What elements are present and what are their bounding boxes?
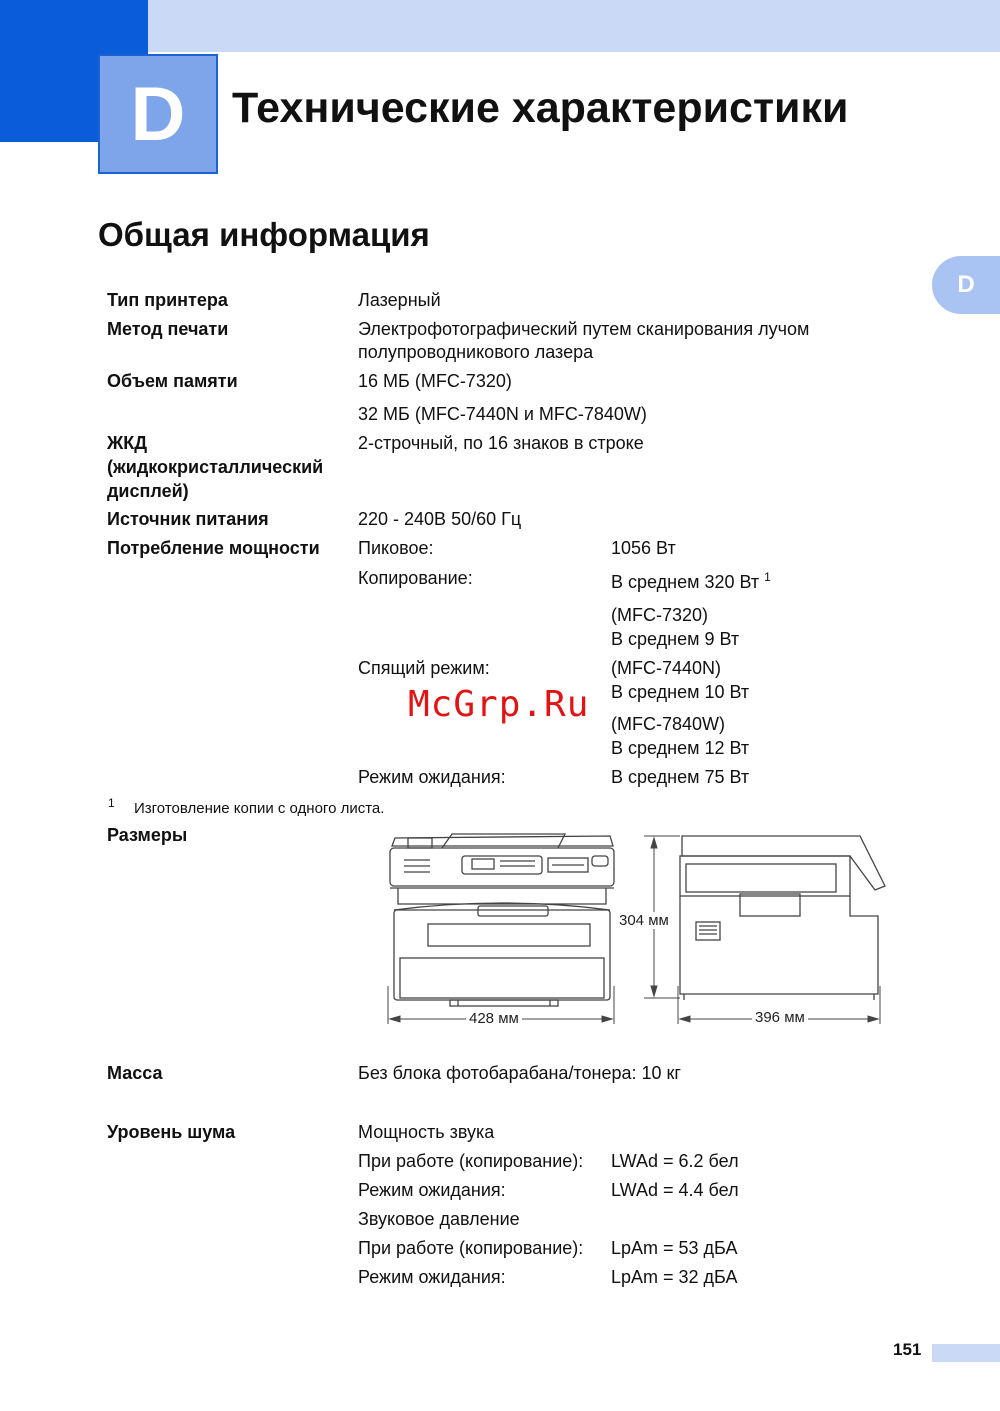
chapter-letter-box: [98, 54, 218, 174]
footer-bar: [932, 1344, 1000, 1362]
value-copying-text: В среднем 320 Вт: [611, 572, 760, 592]
label-memory: Объем памяти: [107, 371, 238, 391]
footnote-mark: 1: [108, 796, 115, 810]
label-print-method: Метод печати: [107, 319, 229, 339]
label-printer-type: Тип принтера: [107, 290, 228, 310]
noise-pressure-heading: Звуковое давление: [358, 1209, 520, 1229]
value-peak: 1056 Вт: [611, 538, 676, 558]
noise-pressure-standby-value: LpAm = 32 дБА: [611, 1267, 738, 1287]
noise-power-copy-value: LWAd = 6.2 бел: [611, 1151, 739, 1171]
label-peak: Пиковое:: [358, 538, 434, 558]
label-power-consumption: Потребление мощности: [107, 538, 320, 558]
label-lcd-line2: (жидкокристаллический: [107, 457, 324, 477]
chapter-letter: D: [130, 71, 186, 157]
sleep-value-1: В среднем 9 Вт: [611, 629, 740, 649]
value-memory-line2: 32 МБ (MFC-7440N и MFC-7840W): [358, 404, 647, 424]
header-light-band: [148, 0, 1000, 52]
label-lcd-line1: ЖКД: [107, 433, 148, 453]
value-copying: [611, 570, 771, 594]
printer-front-view: [390, 834, 614, 1006]
noise-pressure-standby-label: Режим ожидания:: [358, 1267, 506, 1287]
dimensions-drawing: [380, 826, 900, 1036]
side-tab-letter: D: [957, 271, 975, 298]
value-lcd: 2-строчный, по 16 знаков в строке: [358, 433, 644, 453]
sleep-value-3: В среднем 12 Вт: [611, 738, 750, 758]
label-standby: Режим ожидания:: [358, 767, 506, 787]
printer-side-view: [680, 836, 885, 1000]
noise-pressure-copy-value: LpAm = 53 дБА: [611, 1238, 738, 1258]
sleep-model-3: (MFC-7840W): [611, 714, 726, 734]
sleep-value-2: В среднем 10 Вт: [611, 682, 750, 702]
dimension-height: 304 мм: [616, 912, 672, 929]
chapter-title: Технические характеристики: [232, 84, 849, 132]
value-power-source: 220 - 240В 50/60 Гц: [358, 509, 522, 529]
section-title: Общая информация: [98, 216, 430, 253]
value-printer-type: Лазерный: [358, 290, 441, 310]
label-sleep: Спящий режим:: [358, 658, 490, 678]
noise-pressure-copy-label: При работе (копирование):: [358, 1238, 584, 1258]
noise-power-copy-label: При работе (копирование):: [358, 1151, 584, 1171]
noise-power-standby-label: Режим ожидания:: [358, 1180, 506, 1200]
footnote-text: Изготовление копии с одного листа.: [134, 800, 385, 817]
side-chapter-tab[interactable]: [932, 256, 1000, 314]
page-number: 151: [893, 1340, 922, 1359]
label-power-source: Источник питания: [107, 509, 269, 529]
noise-power-standby-value: LWAd = 4.4 бел: [611, 1180, 739, 1200]
value-weight: Без блока фотобарабана/тонера: 10 кг: [358, 1063, 681, 1083]
value-standby: В среднем 75 Вт: [611, 767, 750, 787]
sleep-model-2: (MFC-7440N): [611, 658, 722, 678]
label-lcd-line3: дисплей): [107, 481, 189, 501]
footnote-ref[interactable]: 1: [764, 570, 771, 584]
watermark: McGrp.Ru: [408, 684, 590, 725]
label-copying: Копирование:: [358, 568, 473, 588]
value-memory-line1: 16 МБ (MFC-7320): [358, 371, 512, 391]
dimension-width: 428 мм: [466, 1010, 522, 1027]
dimension-depth: 396 мм: [752, 1009, 808, 1026]
label-dimensions: Размеры: [107, 825, 188, 845]
sleep-model-1: (MFC-7320): [611, 605, 709, 625]
value-print-method-line2: полупроводникового лазера: [358, 342, 594, 362]
label-noise: Уровень шума: [107, 1122, 236, 1142]
label-weight: Масса: [107, 1063, 163, 1083]
noise-power-heading: Мощность звука: [358, 1122, 495, 1142]
value-print-method-line1: Электрофотографический путем сканирования лучом: [358, 319, 810, 339]
